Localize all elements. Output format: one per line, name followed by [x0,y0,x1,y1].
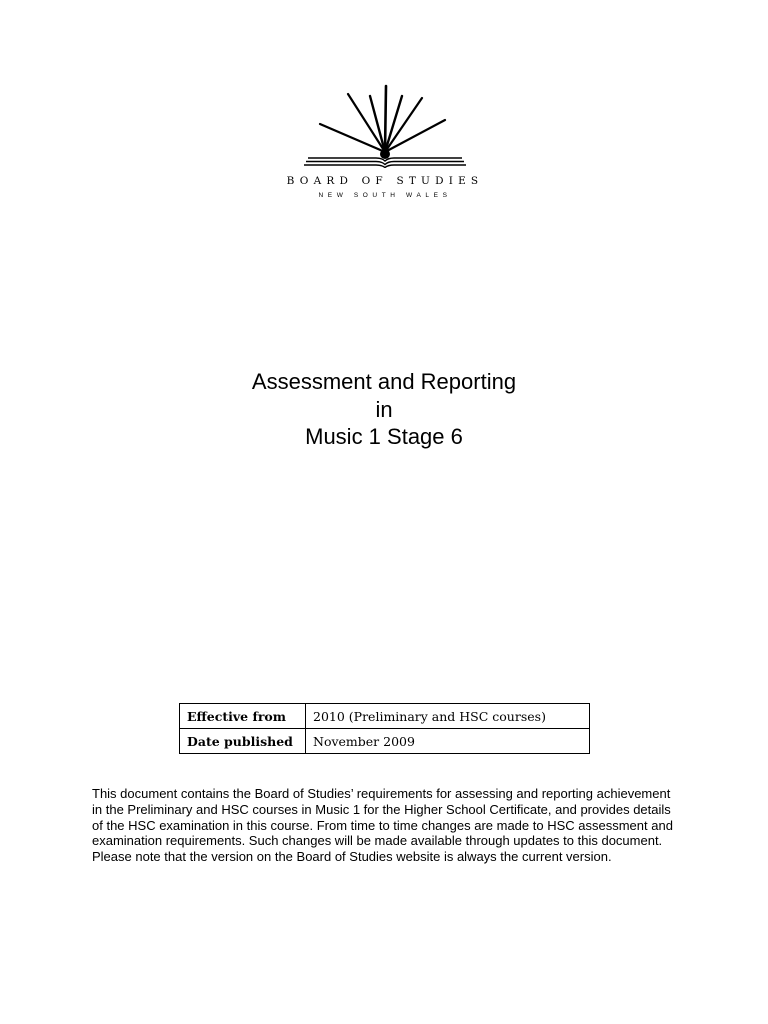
logo-state-name: NEW SOUTH WALES [318,192,452,199]
sunburst-book-icon [304,84,466,168]
effective-from-value: 2010 (Preliminary and HSC courses) [306,704,590,729]
logo-org-name: BOARD OF STUDIES [286,175,484,187]
title-line-3: Music 1 Stage 6 [305,424,463,449]
title-line-1: Assessment and Reporting [251,369,517,394]
document-info-table [179,703,590,754]
board-of-studies-logo [280,84,490,206]
document-title [0,368,768,451]
date-published-value: November 2009 [306,729,590,754]
effective-from-label: Effective from [180,704,306,729]
intro-paragraph: This document contains the Board of Studies’ requirements for assessing and reporting achievement in the Preliminary and HSC courses in Music 1 for the Higher School Certificate, and provides details of the HSC examination in this course. From time to time changes are made to HSC assessment and examination requirements. Such changes will be made available through updates to this document. Please note that the version on the Board of Studies website is always the current version. [92,786,673,865]
title-line-2: in [375,396,393,422]
date-published-label: Date published [180,729,306,754]
table-row [180,704,590,729]
table-row [180,729,590,754]
